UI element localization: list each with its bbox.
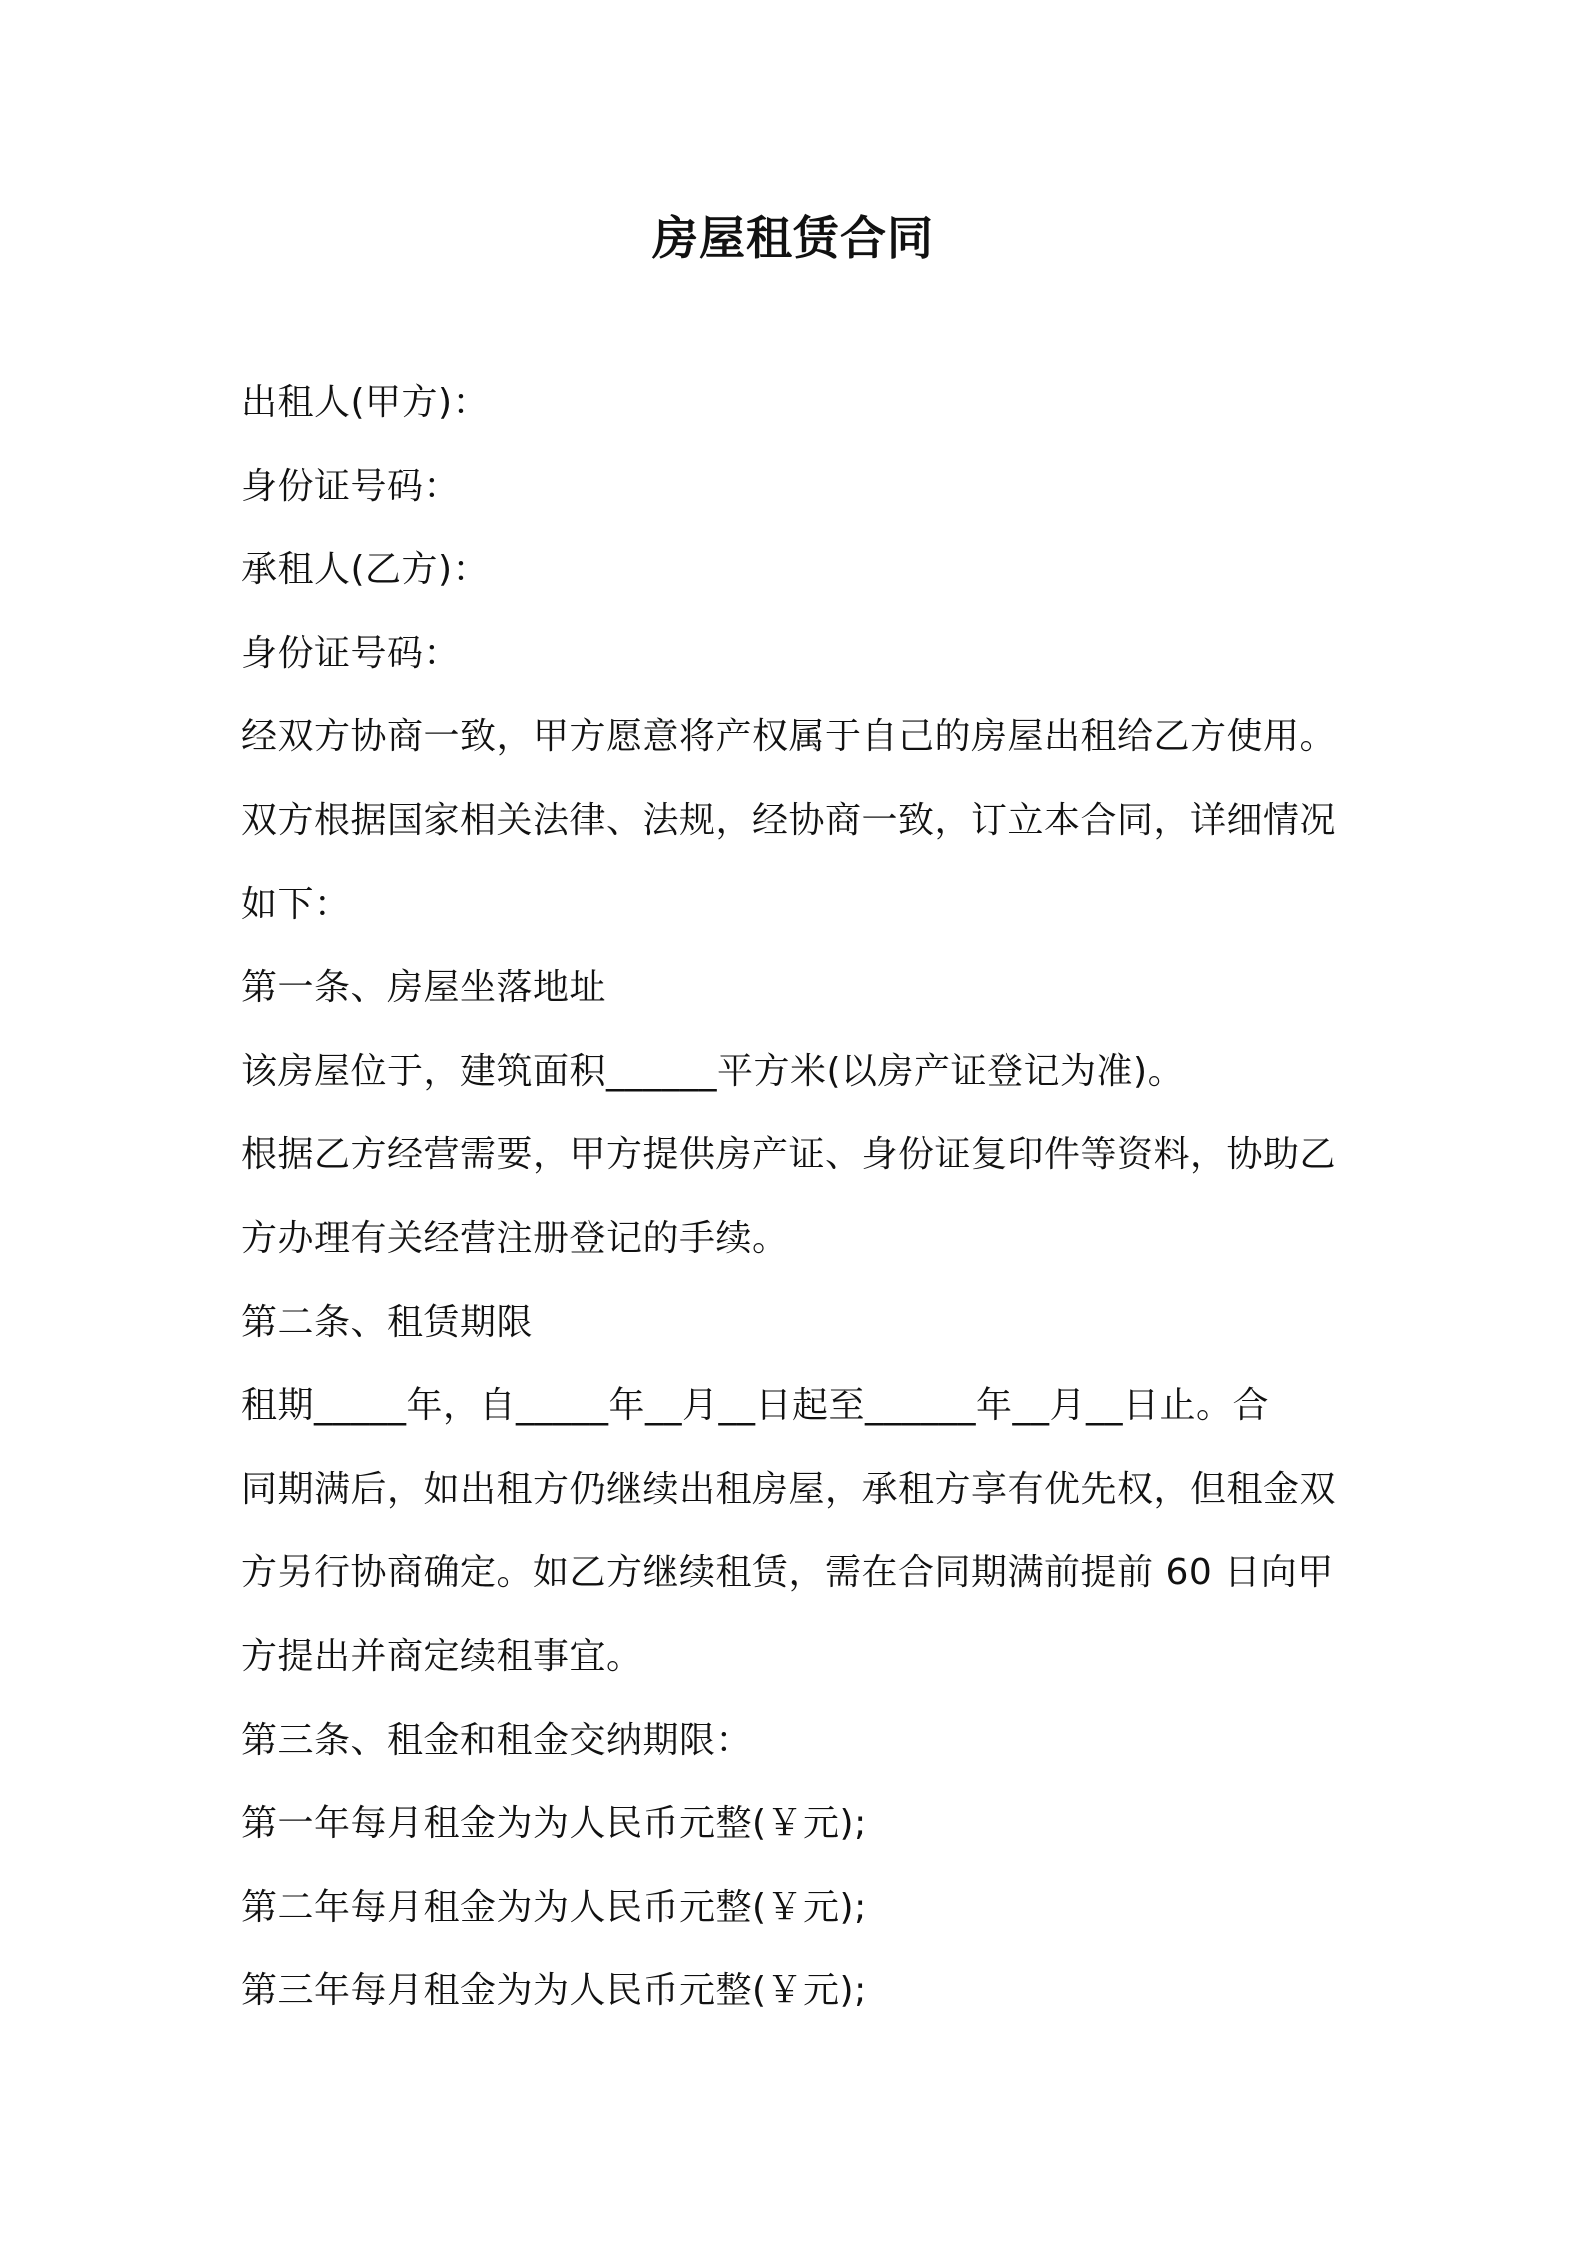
document-line: 第一年每月租金为为人民币元整(￥元); bbox=[241, 1803, 867, 1845]
section-heading: 第一条、房屋坐落地址 bbox=[241, 967, 607, 1009]
document-line: 身份证号码： bbox=[241, 632, 461, 674]
document-line: 承租人(乙方)： bbox=[241, 549, 490, 591]
document-line: 方办理有关经营注册登记的手续。 bbox=[241, 1217, 789, 1259]
document-line: 第二年每月租金为为人民币元整(￥元); bbox=[241, 1886, 867, 1928]
document-line: 第三年每月租金为为人民币元整(￥元); bbox=[241, 1970, 867, 2012]
document-line: 出租人(甲方)： bbox=[241, 382, 490, 423]
document-line: 该房屋位于，建筑面积______平方米(以房产证登记为准)。 bbox=[241, 1050, 1185, 1092]
document-line: 如下： bbox=[241, 883, 351, 925]
document-line: 同期满后，如出租方仍继续出租房屋，承租方享有优先权，但租金双 bbox=[241, 1468, 1337, 1510]
document-line: 经双方协商一致，甲方愿意将产权属于自己的房屋出租给乙方使用。 bbox=[241, 716, 1337, 758]
document-line: 身份证号码： bbox=[241, 465, 461, 507]
document-line: 租期_____年，自_____年__月__日起至______年__月__日止。合 bbox=[241, 1385, 1270, 1427]
document-line: 根据乙方经营需要，甲方提供房产证、身份证复印件等资料，协助乙 bbox=[241, 1134, 1337, 1176]
document-line: 方另行协商确定。如乙方继续租赁，需在合同期满前提前 60 日向甲 bbox=[241, 1552, 1334, 1594]
document-body bbox=[241, 361, 1361, 2033]
section-heading: 第三条、租金和租金交纳期限： bbox=[241, 1719, 753, 1761]
document-line: 双方根据国家相关法律、法规，经协商一致，订立本合同，详细情况 bbox=[241, 799, 1337, 841]
section-heading: 第二条、租赁期限 bbox=[241, 1301, 534, 1343]
document-title: 房屋租赁合同 bbox=[652, 211, 934, 265]
document-line: 方提出并商定续租事宜。 bbox=[241, 1635, 643, 1677]
